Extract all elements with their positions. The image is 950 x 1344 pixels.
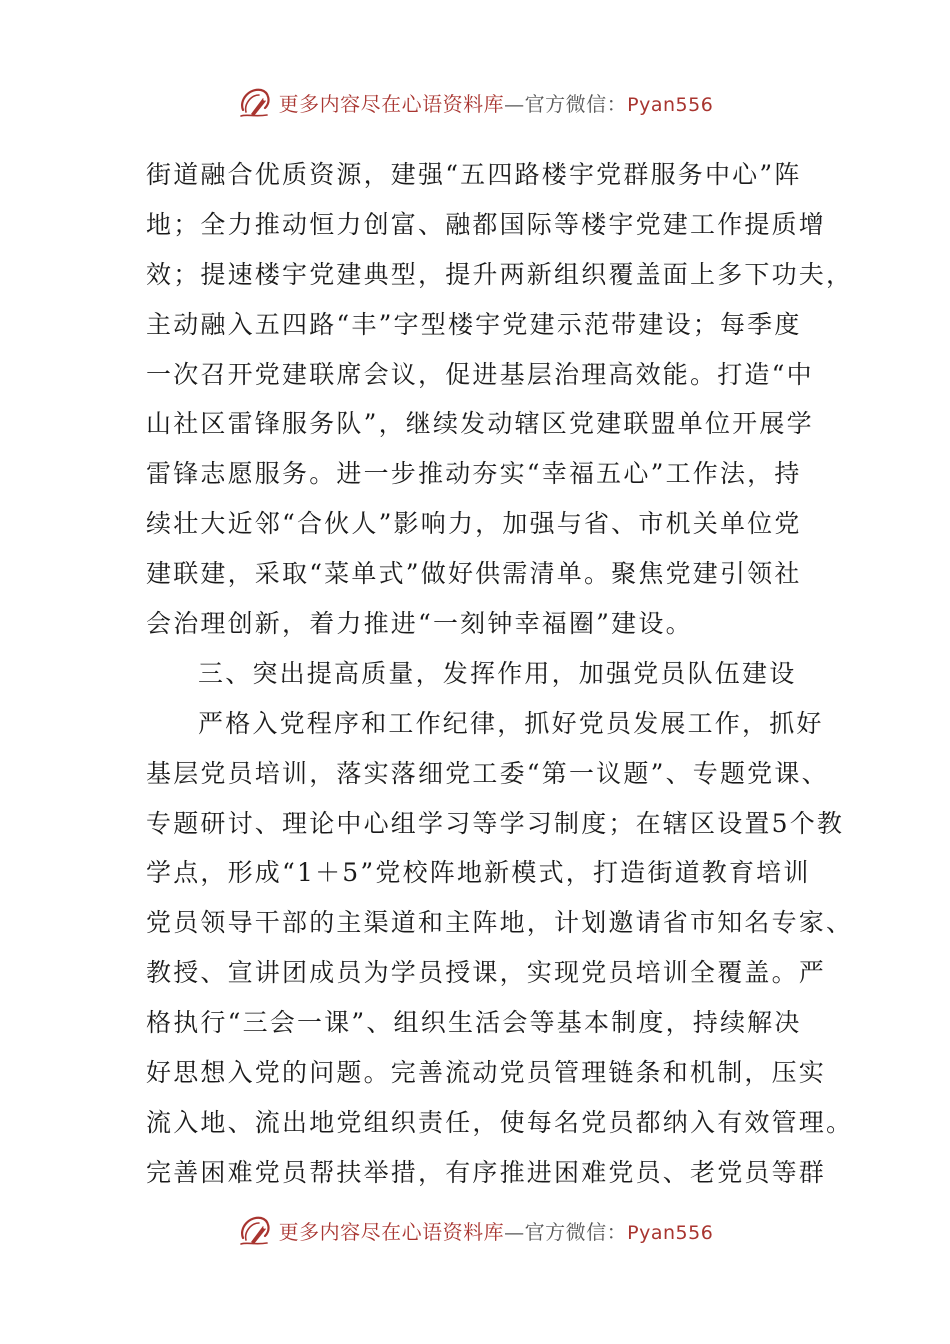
body-line: 效；提速楼宇党建典型，提升两新组织覆盖面上多下功夫， bbox=[146, 259, 854, 289]
body-line: 主动融入五四路“丰”字型楼宇党建示范带建设；每季度 bbox=[146, 309, 802, 339]
paragraph-line: 好思想入党的问题。完善流动党员管理链条和机制，压实 bbox=[146, 1058, 827, 1088]
paragraph-line: 学点，形成“1＋5”党校阵地新模式，打造街道教育培训 bbox=[146, 858, 811, 888]
body-line: 一次召开党建联席会议，促进基层治理高效能。打造“中 bbox=[146, 359, 814, 389]
wechat-id: Pyan556 bbox=[627, 1221, 714, 1244]
paragraph-line: 流入地、流出地党组织责任，使每名党员都纳入有效管理。 bbox=[146, 1107, 854, 1137]
official-label: 官方微信： bbox=[524, 1219, 628, 1244]
separator: — bbox=[504, 1219, 525, 1244]
body-line: 地；全力推动恒力创富、融都国际等楼宇党建工作提质增 bbox=[146, 209, 827, 239]
paragraph-line: 严格入党程序和工作纪律，抓好党员发展工作，抓好 bbox=[198, 708, 824, 738]
body-line: 会治理创新，着力推进“一刻钟幸福圈”建设。 bbox=[146, 609, 693, 639]
header-watermark-banner bbox=[0, 80, 950, 124]
official-label: 官方微信： bbox=[524, 91, 628, 116]
watermark-text bbox=[279, 88, 714, 117]
body-line: 山社区雷锋服务队”，继续发动辖区党建联盟单位开展学 bbox=[146, 409, 814, 439]
watermark-text bbox=[279, 1216, 714, 1245]
paragraph-line: 党员领导干部的主渠道和主阵地，计划邀请省市知名专家、 bbox=[146, 908, 854, 938]
footer-watermark-banner bbox=[0, 1208, 950, 1252]
paragraph-line: 专题研讨、理论中心组学习等学习制度；在辖区设置5个教 bbox=[146, 808, 845, 838]
paragraph-line: 基层党员培训，落实落细党工委“第一议题”、专题党课、 bbox=[146, 758, 829, 788]
section-heading: 三、突出提高质量，发挥作用，加强党员队伍建设 bbox=[198, 658, 797, 688]
separator: — bbox=[504, 91, 525, 116]
wechat-id: Pyan556 bbox=[627, 93, 714, 116]
paragraph-line: 教授、宣讲团成员为学员授课，实现党员培训全覆盖。严 bbox=[146, 958, 827, 988]
body-line: 建联建，采取“菜单式”做好供需清单。聚焦党建引领社 bbox=[146, 559, 802, 589]
body-line: 雷锋志愿服务。进一步推动夯实“幸福五心”工作法，持 bbox=[146, 459, 802, 489]
body-line: 续壮大近邻“合伙人”影响力，加强与省、市机关单位党 bbox=[146, 509, 802, 539]
document-body bbox=[146, 150, 854, 1198]
paragraph-line: 格执行“三会一课”、组织生活会等基本制度，持续解决 bbox=[146, 1008, 802, 1038]
brand-text: 更多内容尽在心语资料库 bbox=[278, 91, 505, 116]
paragraph-line: 完善困难党员帮扶举措，有序推进困难党员、老党员等群 bbox=[146, 1157, 827, 1187]
pen-nib-swirl-icon bbox=[237, 84, 273, 120]
pen-nib-swirl-icon bbox=[237, 1212, 273, 1248]
brand-text: 更多内容尽在心语资料库 bbox=[278, 1219, 505, 1244]
body-line: 街道融合优质资源，建强“五四路楼宇党群服务中心”阵 bbox=[146, 160, 802, 189]
